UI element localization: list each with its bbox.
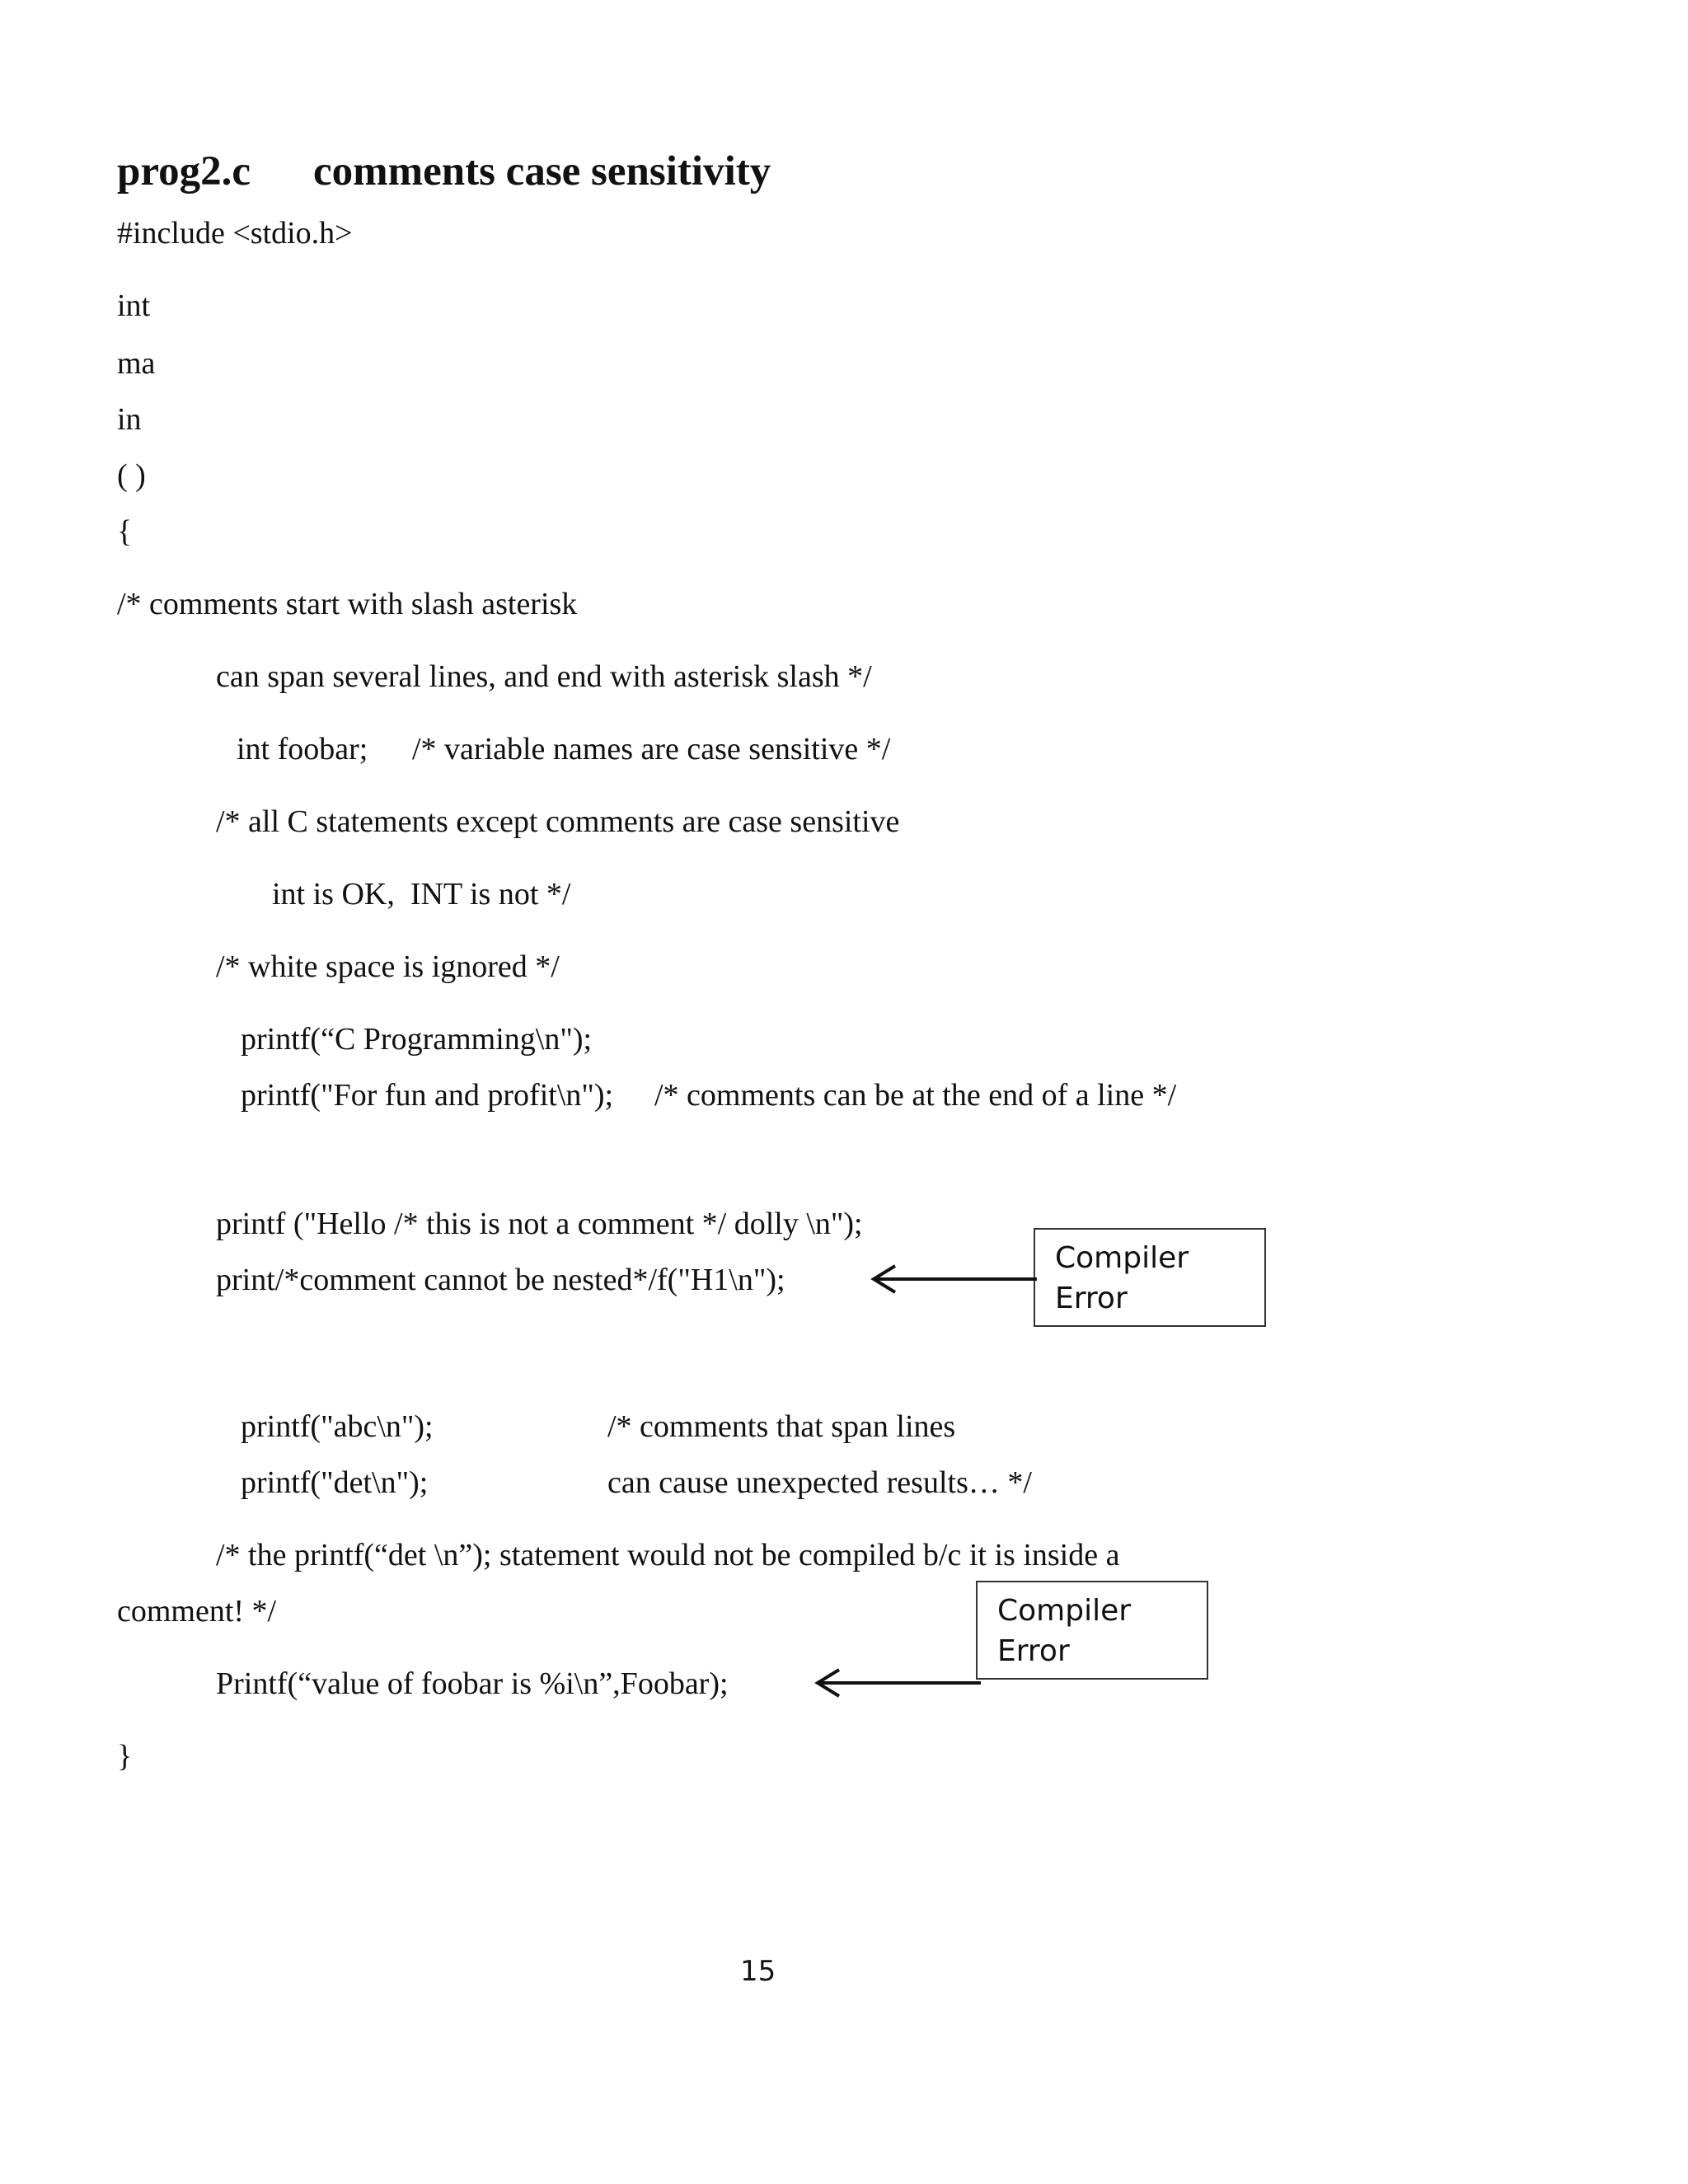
code-line-whitespace-comment: /* white space is ignored */: [216, 949, 560, 984]
code-line-det-comment-2: comment! */: [117, 1594, 277, 1629]
left-arrow-icon: [809, 1665, 982, 1701]
code-line-comment-start: /* comments start with slash asterisk: [117, 587, 578, 621]
compiler-error-callout: [976, 1581, 1208, 1680]
code-comment-span-lines-1: /* comments that span lines: [607, 1409, 956, 1444]
code-line-ma: ma: [117, 346, 156, 381]
program-filename: prog2.c: [117, 148, 251, 194]
code-line-printf-c-programming: printf(“C Programming\n");: [241, 1022, 593, 1057]
code-line-int: int: [117, 288, 151, 323]
code-line-printf-abc: printf("abc\n");: [241, 1409, 434, 1444]
code-line-printf-foobar: Printf(“value of foobar is %i\n”,Foobar);: [216, 1666, 729, 1701]
page-number: 15: [740, 1955, 776, 1988]
left-arrow-icon: [865, 1261, 1039, 1297]
callout-label-line-2: Error: [997, 1634, 1070, 1668]
code-line-printf-det: printf("det\n");: [241, 1465, 429, 1500]
code-line-det-comment-1: /* the printf(“det \n”); statement would not be compiled b/c it is inside a: [216, 1538, 1120, 1572]
code-line-printf-for-fun: printf("For fun and profit\n");: [241, 1078, 614, 1113]
callout-label-line-2: Error: [1055, 1282, 1128, 1315]
code-line-include: #include <stdio.h>: [117, 216, 353, 251]
code-line-print-nested: print/*comment cannot be nested*/f("H1\n");: [216, 1263, 785, 1297]
page-title: comments case sensitivity: [313, 148, 771, 194]
code-line-parens: ( ): [117, 458, 146, 493]
code-comment-span-lines-2: can cause unexpected results… */: [607, 1465, 1032, 1500]
callout-label-line-1: Compiler: [997, 1594, 1132, 1628]
code-line-close-brace: }: [117, 1739, 133, 1774]
code-line-printf-hello: printf ("Hello /* this is not a comment */ dolly \n");: [216, 1207, 863, 1241]
compiler-error-callout: [1034, 1228, 1266, 1327]
code-line-open-brace: {: [117, 514, 133, 549]
code-line-int-foobar: int foobar;: [237, 732, 368, 766]
code-line-comment-span: can span several lines, and end with asterisk slash */: [216, 659, 872, 694]
code-comment-end-of-line: /* comments can be at the end of a line */: [654, 1078, 1177, 1113]
code-comment-variable-names: /* variable names are case sensitive */: [412, 732, 891, 766]
code-line-case-comment-1: /* all C statements except comments are case sensitive: [216, 804, 900, 839]
code-line-in: in: [117, 402, 142, 437]
code-line-case-comment-2: int is OK, INT is not */: [272, 877, 571, 912]
callout-label-line-1: Compiler: [1055, 1241, 1189, 1275]
